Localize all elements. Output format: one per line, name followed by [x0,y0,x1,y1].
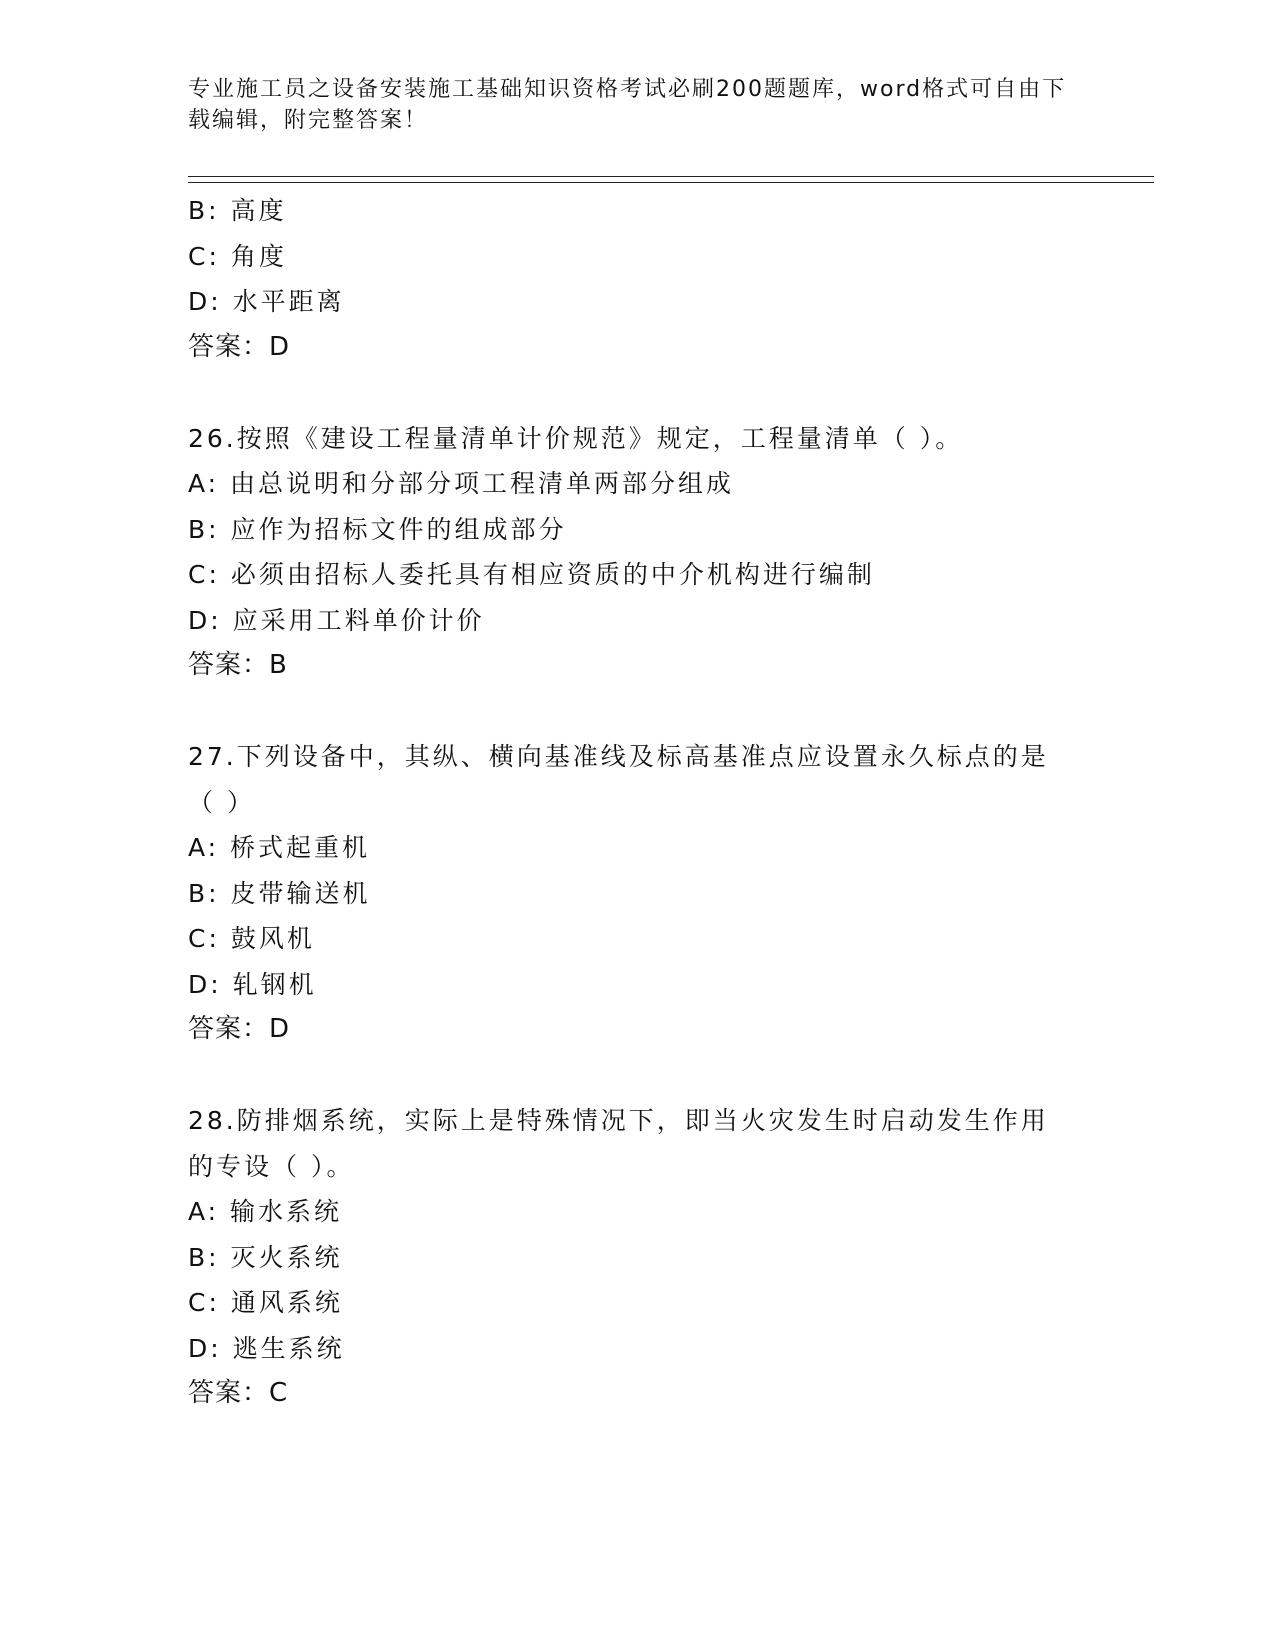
question-content [188,188,1088,1417]
option-label: D: [188,969,222,999]
option-c [188,552,1088,598]
option-label: D: [188,287,222,316]
option-label: C: [188,924,220,953]
question-27 [188,734,1088,1053]
option-a [188,1189,1088,1235]
option-text: 角度 [230,241,287,271]
answer: 答案：B [188,650,288,680]
option-text: 鼓风机 [230,924,315,953]
carryover-question [188,188,1088,370]
option-a [188,461,1088,507]
question-stem: 26.按照《建设工程量清单计价规范》规定，工程量清单（ ）。 [188,423,964,453]
option-c [188,916,1088,962]
option-label: B: [188,878,220,908]
question-stem-continued: 的专设（ ）。 [188,1151,355,1181]
option-text: 水平距离 [232,287,345,316]
question-28 [188,1098,1088,1417]
answer: 答案：C [188,1378,289,1408]
option-d [188,279,1088,325]
option-a [188,825,1088,871]
option-label: B: [188,514,220,544]
document-header: 专业施工员之设备安装施工基础知识资格考试必刷200题题库，word格式可自由下载编辑，附完整答案！ [188,77,1067,133]
option-label: C: [188,241,220,271]
option-text: 高度 [230,196,287,225]
option-b [188,507,1088,553]
option-text: 逃生系统 [232,1333,345,1363]
option-text: 桥式起重机 [230,833,371,862]
question-stem: 28.防排烟系统，实际上是特殊情况下，即当火灾发生时启动发生作用 [188,1106,1049,1135]
header-rule-top [188,176,1154,177]
option-d [188,1326,1088,1372]
option-label: D: [188,1333,222,1363]
option-text: 输水系统 [230,1197,343,1226]
option-label: C: [188,560,220,589]
question-stem: 27.下列设备中，其纵、横向基准线及标高基准点应设置永久标点的是 [188,742,1049,771]
option-text: 灭火系统 [230,1242,343,1272]
option-label: A: [188,833,220,862]
header-rule-bottom [188,182,1154,183]
option-text: 应采用工料单价计价 [232,605,485,635]
option-b [188,188,1088,234]
option-c [188,234,1088,280]
option-text: 应作为招标文件的组成部分 [230,514,567,544]
option-c [188,1280,1088,1326]
option-label: C: [188,1288,220,1317]
question-stem-continued: （ ） [188,787,255,817]
option-d [188,598,1088,644]
answer: 答案：D [188,331,291,362]
option-label: A: [188,1197,220,1226]
option-text: 由总说明和分部分项工程清单两部分组成 [230,469,735,498]
question-26 [188,416,1088,689]
option-b [188,1235,1088,1281]
option-text: 轧钢机 [232,969,317,999]
answer: 答案：D [188,1014,291,1044]
option-label: B: [188,1242,220,1272]
option-label: D: [188,605,222,635]
option-label: A: [188,469,220,498]
option-d [188,962,1088,1008]
option-b [188,871,1088,917]
option-label: B: [188,196,220,225]
option-text: 必须由招标人委托具有相应资质的中介机构进行编制 [230,560,875,589]
option-text: 皮带输送机 [230,878,371,908]
option-text: 通风系统 [230,1288,343,1317]
